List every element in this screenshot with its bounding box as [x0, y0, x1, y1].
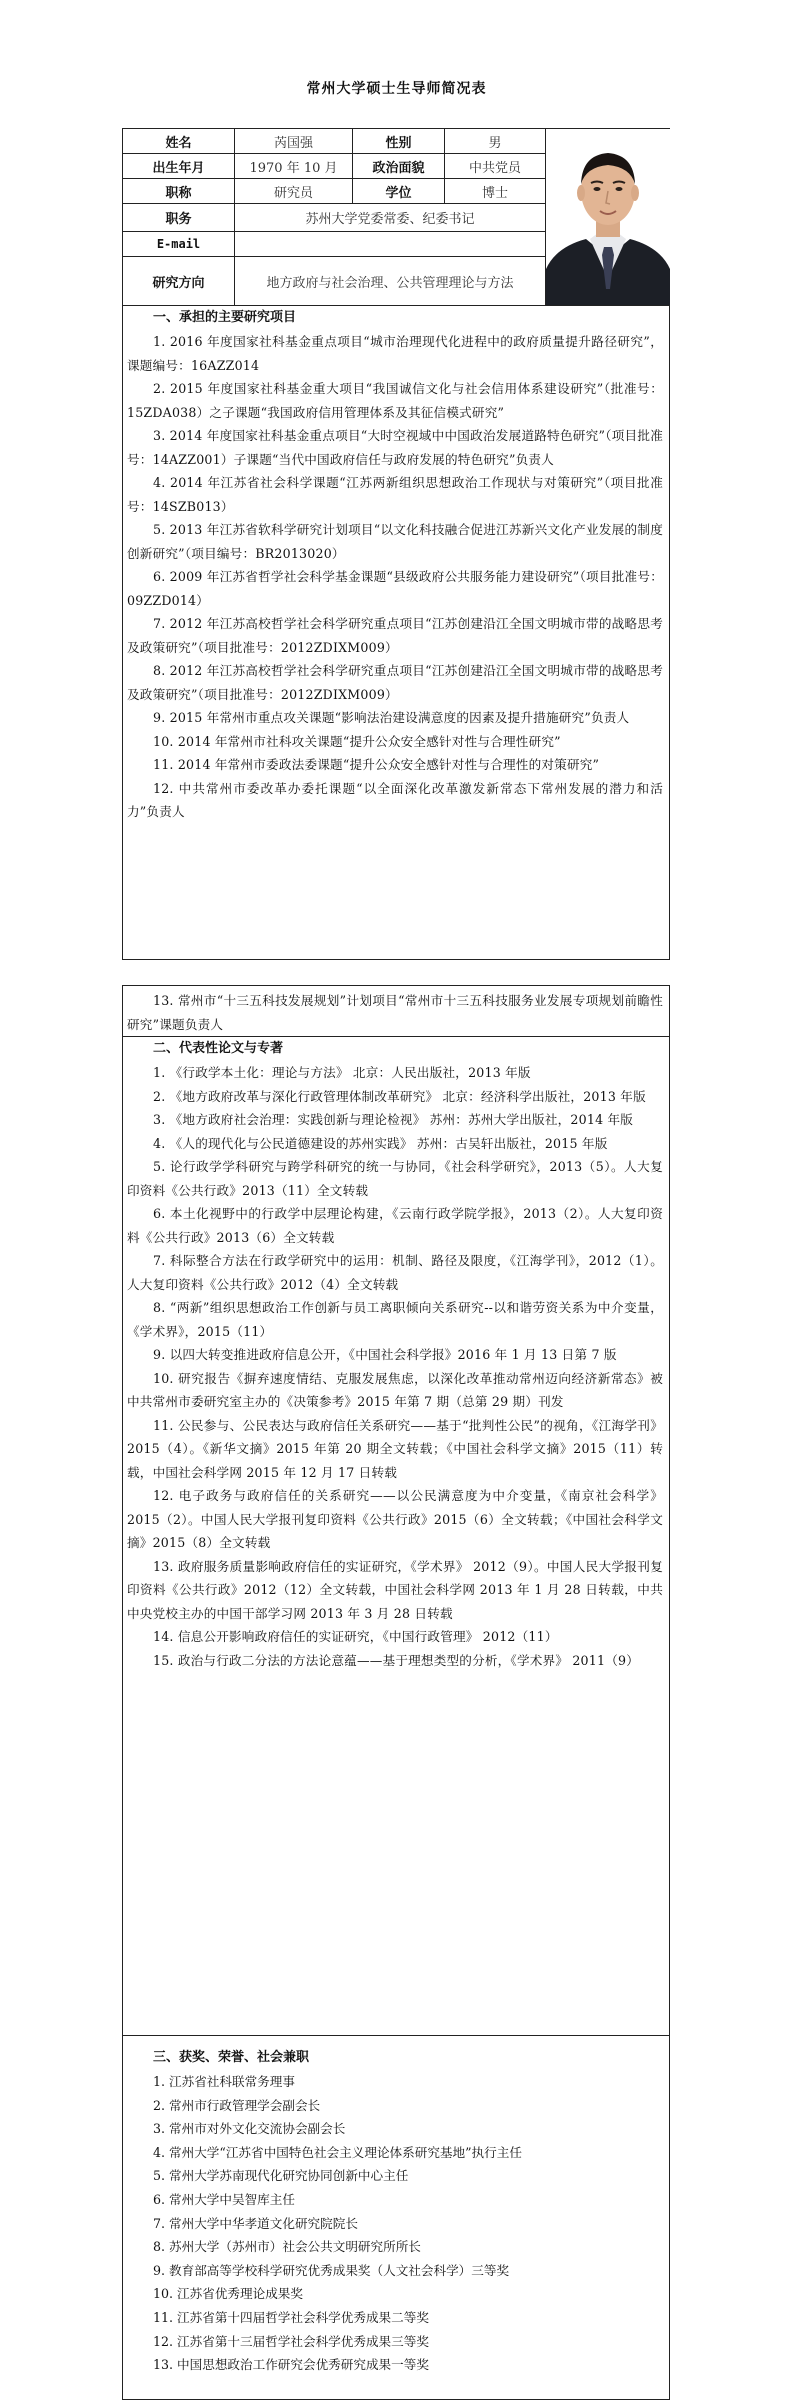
birth-value: 1970 年 10 月 [235, 154, 353, 179]
degree-label: 学位 [353, 179, 445, 204]
project-item: 12. 中共常州市委改革办委托课题“以全面深化改革激发新常态下常州发展的潜力和活力”负责人 [127, 780, 663, 819]
award-item: 5. 常州大学苏南现代化研究协同创新中心主任 [153, 2168, 409, 2184]
project-item: 10. 2014 年常州市社科攻关课题“提升公众安全感针对性与合理性研究” [153, 733, 561, 749]
award-item: 1. 江苏省社科联常务理事 [153, 2074, 295, 2089]
publication-item: 5. 论行政学学科研究与跨学科研究的统一与协同，《社会科学研究》，2013（5）。人大复印资料《公共行政》2013（11）全文转载 [127, 1159, 663, 1198]
publication-item: 7. 科际整合方法在行政学研究中的运用：机制、路径及限度，《江海学刊》，2012（1）。人大复印资料《公共行政》2012（4）全文转载 [127, 1253, 663, 1292]
portrait-photo [546, 129, 670, 305]
project-item: 8. 2012 年江苏高校哲学社会科学研究重点项目“江苏创建沿江全国文明城市带的战略思考及政策研究”（项目批准号：2012ZDIXM009） [127, 663, 663, 702]
degree-value: 博士 [445, 179, 546, 204]
award-item: 2. 常州市行政管理学会副会长 [153, 2097, 321, 2113]
section2-title: 二、代表性论文与专著 [153, 1041, 284, 1056]
publication-item: 11. 公民参与、公民表达与政府信任关系研究——基于“批判性公民”的视角，《江海学刊》 2015（4）。《新华文摘》2015 年第 20 期全文转载；《中国社会科学文摘》2015（11）转载，中国社会科学网 2015 年 12 月 17 日转载 [127, 1417, 663, 1480]
project-item: 5. 2013 年江苏省软科学研究计划项目“以文化科技融合促进江苏新兴文化产业发展的制度创新研究”（项目编号：BR2013020） [127, 522, 663, 561]
project-item: 13. 常州市“十三五科技发展规划”计划项目“常州市十三五科技服务业发展专项规划前瞻性研究”课题负责人 [127, 993, 663, 1032]
publication-item: 12. 电子政务与政府信任的关系研究——以公民满意度为中介变量，《南京社会科学》2015（2）。中国人民大学报刊复印资料《公共行政》2015（6）全文转载；《中国社会科学文摘》2015（8）全文转载 [127, 1488, 663, 1550]
award-item: 4. 常州大学“江苏省中国特色社会主义理论体系研究基地”执行主任 [153, 2144, 522, 2160]
publication-item: 3. 《地方政府社会治理：实践创新与理论检视》 苏州：苏州大学出版社，2014 年版 [153, 1112, 634, 1127]
publication-item: 8. “两新”组织思想政治工作创新与员工离职倾向关系研究--以和谐劳资关系为中介变量，《学术界》，2015（11） [127, 1300, 663, 1339]
section3-list [123, 2070, 669, 2377]
title-value: 研究员 [235, 179, 353, 204]
section1-continued-list [123, 986, 669, 1036]
award-item: 10. 江苏省优秀理论成果奖 [153, 2286, 303, 2302]
position-value: 苏州大学党委常委、纪委书记 [235, 204, 546, 232]
gender-label: 性别 [353, 129, 445, 154]
name-label: 姓名 [123, 129, 235, 154]
publication-item: 10. 研究报告《摒弃速度情结、克服发展焦虑，以深化改革推动常州迈向经济新常态》被中共常州市委研究室主办的《决策参考》2015 年第 7 期（总第 29 期）刊发 [127, 1370, 663, 1409]
award-item: 8. 苏州大学（苏州市）社会公共文明研究所所长 [153, 2239, 421, 2255]
award-item: 12. 江苏省第十三届哲学社会科学优秀成果三等奖 [153, 2333, 429, 2349]
section-awards [122, 2035, 670, 2400]
section-publications [122, 985, 670, 2180]
project-item: 4. 2014 年江苏省社会科学课题“江苏两新组织思想政治工作现状与对策研究”（项目批准号：14SZB013） [127, 475, 663, 514]
publication-item: 14. 信息公开影响政府信任的实证研究，《中国行政管理》 2012（11） [153, 1629, 558, 1644]
project-item: 11. 2014 年常州市委政法委课题“提升公众安全感针对性与合理性的对策研究” [153, 757, 600, 772]
publication-item: 9. 以四大转变推进政府信息公开，《中国社会科学报》2016 年 1 月 13 日第 7 版 [153, 1347, 617, 1362]
project-item: 7. 2012 年江苏高校哲学社会科学研究重点项目“江苏创建沿江全国文明城市带的战略思考及政策研究”（项目批准号：2012ZDIXM009） [127, 616, 663, 655]
email-value [235, 232, 546, 257]
section3-title: 三、获奖、荣誉、社会兼职 [153, 2050, 310, 2065]
section1-title: 一、承担的主要研究项目 [153, 310, 297, 325]
title-label: 职称 [123, 179, 235, 204]
section2-list [123, 1061, 669, 1672]
profile-table [122, 128, 670, 306]
publication-item: 6. 本土化视野中的行政学中层理论构建，《云南行政学院学报》，2013（2）。人大复印资料《公共行政》2013（6）全文转载 [127, 1206, 663, 1245]
politics-label: 政治面貌 [353, 154, 445, 179]
gender-value: 男 [445, 129, 546, 154]
email-label: E-mail [123, 232, 235, 257]
award-item: 7. 常州大学中华孝道文化研究院院长 [153, 2215, 358, 2231]
publication-item: 15. 政治与行政二分法的方法论意蕴——基于理想类型的分析，《学术界》 2011（9） [153, 1652, 639, 1668]
project-item: 1. 2016 年度国家社科基金重点项目“城市治理现代化进程中的政府质量提升路径研究”，课题编号：16AZZ014 [127, 334, 663, 373]
research-label: 研究方向 [123, 257, 235, 305]
position-label: 职务 [123, 204, 235, 232]
section1-list [123, 330, 669, 824]
publication-item: 2. 《地方政府改革与深化行政管理体制改革研究》 北京：经济科学出版社，2013 年版 [153, 1088, 646, 1104]
politics-value: 中共党员 [445, 154, 546, 179]
award-item: 11. 江苏省第十四届哲学社会科学优秀成果二等奖 [153, 2309, 429, 2325]
project-item: 2. 2015 年度国家社科基金重大项目“我国诚信文化与社会信用体系建设研究”（批准号：15ZDA038）之子课题“我国政府信用管理体系及其征信模式研究” [127, 381, 663, 420]
award-item: 3. 常州市对外文化交流协会副会长 [153, 2121, 346, 2137]
project-item: 3. 2014 年度国家社科基金重点项目“大时空视域中中国政治发展道路特色研究”（项目批准号：14AZZ001）子课题“当代中国政府信任与政府发展的特色研究”负责人 [127, 428, 663, 467]
project-item: 9. 2015 年常州市重点攻关课题“影响法治建设满意度的因素及提升措施研究”负责人 [153, 710, 630, 725]
publication-item: 4. 《人的现代化与公民道德建设的苏州实践》 苏州：古吴轩出版社，2015 年版 [153, 1135, 608, 1151]
project-item: 6. 2009 年江苏省哲学社会科学基金课题“县级政府公共服务能力建设研究”（项目批准号：09ZZD014） [127, 569, 663, 608]
name-value: 芮国强 [235, 129, 353, 154]
document-title: 常州大学硕士生导师简况表 [306, 81, 487, 97]
birth-label: 出生年月 [123, 154, 235, 179]
publication-item: 1. 《行政学本土化：理论与方法》 北京：人民出版社，2013 年版 [153, 1065, 531, 1080]
award-item: 9. 教育部高等学校科学研究优秀成果奖（人文社会科学）三等奖 [153, 2262, 510, 2278]
section-research-projects [122, 306, 670, 960]
research-value: 地方政府与社会治理、公共管理理论与方法 [235, 257, 546, 305]
award-item: 13. 中国思想政治工作研究会优秀研究成果一等奖 [153, 2357, 429, 2373]
publication-item: 13. 政府服务质量影响政府信任的实证研究，《学术界》 2012（9）。中国人民大学报刊复印资料《公共行政》2012（12）全文转载，中国社会科学网 2013 年 1 月 28 日转载，中共中央党校主办的中国干部学习网 2013 年 3 月 28 日转载 [127, 1558, 663, 1621]
award-item: 6. 常州大学中吴智库主任 [153, 2191, 295, 2207]
